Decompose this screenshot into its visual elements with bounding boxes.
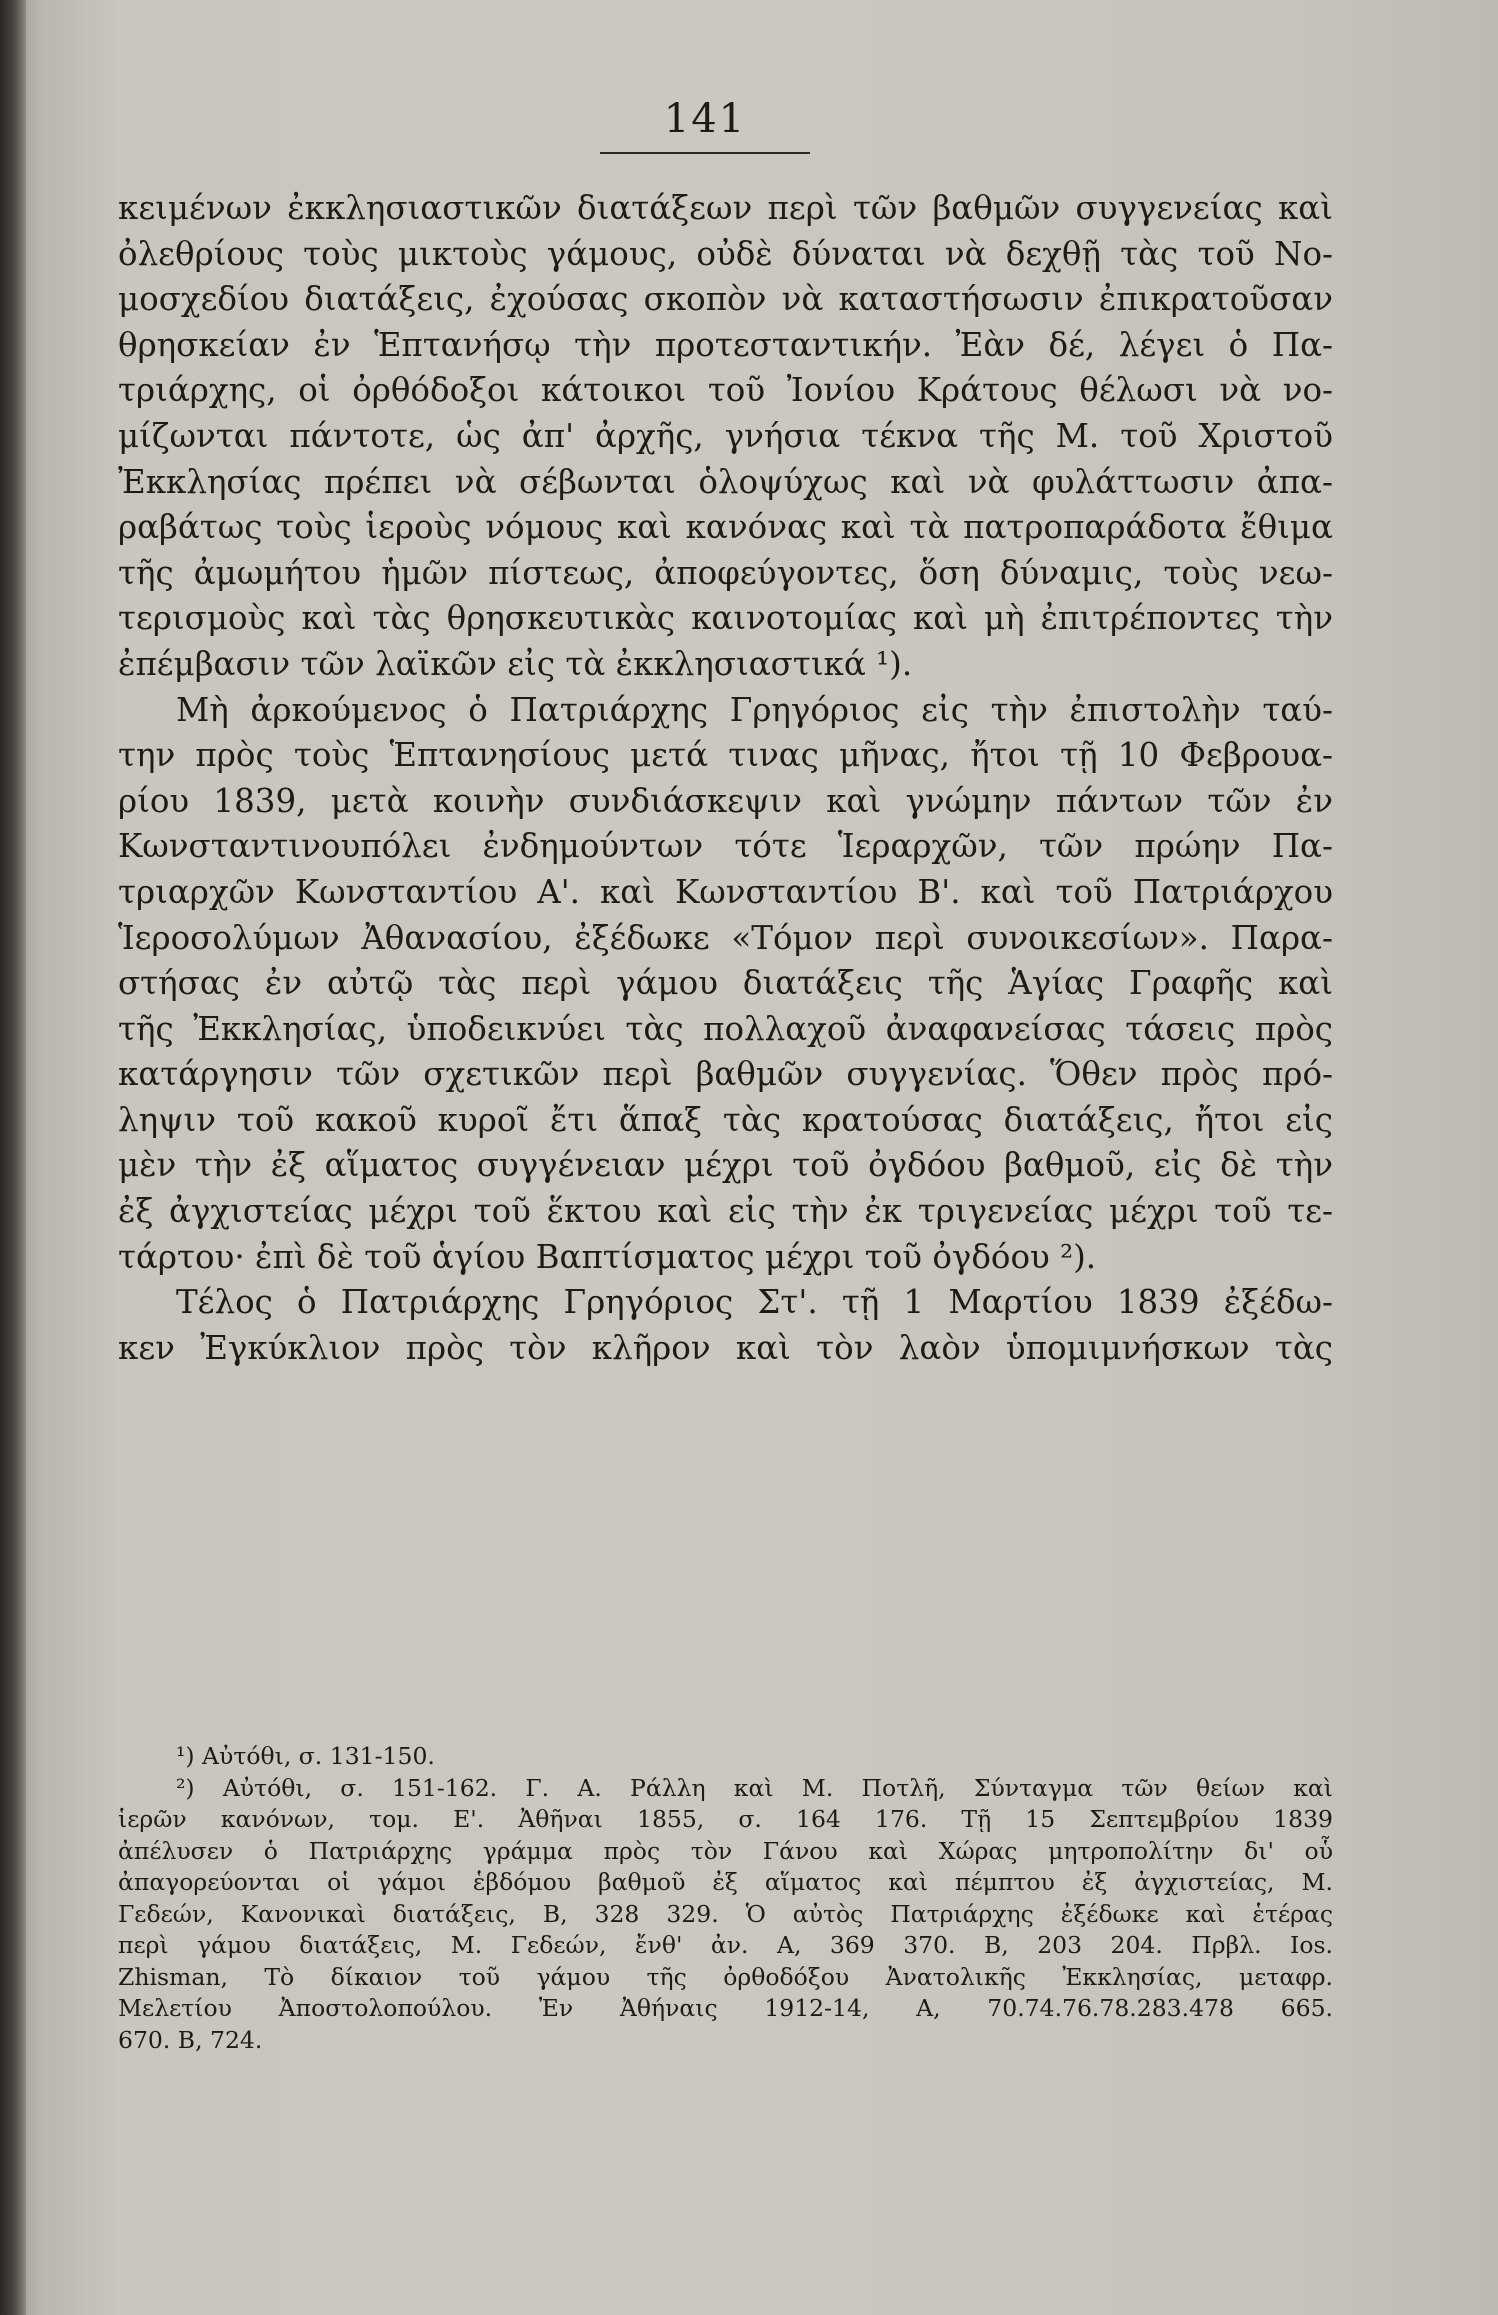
text-line: Ἐκκλησίας πρέπει νὰ σέβωνται ὁλοψύχως καὶ νὰ φυλάττωσιν ἀπα- xyxy=(118,462,1333,501)
text-line: τερισμοὺς καὶ τὰς θρησκευτικὰς καινοτομίας καὶ μὴ ἐπιτρέποντες τὴν xyxy=(118,599,1333,638)
text-line: Μὴ ἀρκούμενος ὁ Πατριάρχης Γρηγόριος εἰς τὴν ἐπιστολὴν ταύ- xyxy=(176,690,1333,729)
text-line: Τέλος ὁ Πατριάρχης Γρηγόριος Στ'. τῇ 1 Μαρτίου 1839 ἐξέδω- xyxy=(176,1283,1333,1322)
text-line: τῆς Ἐκκλησίας, ὑποδεικνύει τὰς πολλαχοῦ ἀναφανείσας τάσεις πρὸς xyxy=(118,1009,1333,1048)
text-line: κατάργησιν τῶν σχετικῶν περὶ βαθμῶν συγγενίας. Ὅθεν πρὸς πρό- xyxy=(118,1055,1333,1094)
text-line: τάρτου· ἐπὶ δὲ τοῦ ἁγίου Βαπτίσματος μέχρι τοῦ ὀγδόου ²). xyxy=(118,1237,1097,1276)
main-text xyxy=(118,186,1333,1371)
text-line: θρησκείαν ἐν Ἑπτανήσῳ τὴν προτεσταντικήν. Ἐὰν δέ, λέγει ὁ Πα- xyxy=(118,325,1333,364)
binding-shadow xyxy=(0,0,26,2315)
text-line: ληψιν τοῦ κακοῦ κυροῖ ἔτι ἅπαξ τὰς κρατούσας διατάξεις, ἤτοι εἰς xyxy=(118,1100,1333,1139)
text-line: τριάρχης, οἱ ὀρθόδοξοι κάτοικοι τοῦ Ἰονίου Κράτους θέλωσι νὰ νο- xyxy=(118,371,1333,410)
text-line: Ἱεροσολύμων Ἀθανασίου, ἐξέδωκε «Τόμον περὶ συνοικεσίων». Παρα- xyxy=(118,918,1333,957)
footnote-line: περὶ γάμου διατάξεις, Μ. Γεδεών, ἔνθ' ἀν. Α, 369 370. Β, 203 204. Πρβλ. Ios. xyxy=(118,1931,1333,1959)
text-line: ὀλεθρίους τοὺς μικτοὺς γάμους, οὐδὲ δύναται νὰ δεχθῇ τὰς τοῦ Νο- xyxy=(118,234,1333,273)
footnote-line: Γεδεών, Κανονικαὶ διατάξεις, Β, 328 329. Ὁ αὐτὸς Πατριάρχης ἐξέδωκε καὶ ἑτέρας xyxy=(118,1899,1333,1928)
footnote-line: ἱερῶν κανόνων, τομ. Ε'. Ἀθῆναι 1855, σ. 164 176. Τῇ 15 Σεπτεμβρίου 1839 xyxy=(118,1805,1333,1833)
footnote-line: Μελετίου Ἀποστολοπούλου. Ἐν Ἀθήναις 1912-14, Α, 70.74.76.78.283.478 665. xyxy=(118,1994,1333,2022)
page-number: 141 xyxy=(663,96,747,142)
text-line: μοσχεδίου διατάξεις, ἐχούσας σκοπὸν νὰ καταστήσωσιν ἐπικρατοῦσαν xyxy=(118,280,1333,319)
text-line: στήσας ἐν αὐτῷ τὰς περὶ γάμου διατάξεις τῆς Ἁγίας Γραφῆς καὶ xyxy=(118,964,1333,1003)
text-line: τῆς ἀμωμήτου ἡμῶν πίστεως, ἀποφεύγοντες, ὅση δύναμις, τοὺς νεω- xyxy=(118,553,1333,592)
text-line: την πρὸς τοὺς Ἑπτανησίους μετά τινας μῆνας, ἤτοι τῇ 10 Φεβρουα- xyxy=(118,736,1333,775)
text-line: κειμένων ἐκκλησιαστικῶν διατάξεων περὶ τῶν βαθμῶν συγγενείας καὶ xyxy=(118,189,1333,227)
footnote-line: ἀπαγορεύονται οἱ γάμοι ἑβδόμου βαθμοῦ ἐξ αἵματος καὶ πέμπτου ἐξ ἀγχιστείας, Μ. xyxy=(118,1868,1333,1896)
footnotes xyxy=(118,1741,1333,2056)
text-line: κεν Ἐγκύκλιον πρὸς τὸν κλῆρον καὶ τὸν λαὸν ὑπομιμνήσκων τὰς xyxy=(118,1328,1333,1367)
text-line: τριαρχῶν Κωνσταντίου Α'. καὶ Κωνσταντίου Β'. καὶ τοῦ Πατριάρχου xyxy=(118,872,1333,911)
text-line: μὲν τὴν ἐξ αἵματος συγγένειαν μέχρι τοῦ ὀγδόου βαθμοῦ, εἰς δὲ τὴν xyxy=(118,1146,1333,1185)
footnote-line: ¹) Αὐτόθι, σ. 131-150. xyxy=(176,1742,435,1770)
text-line: Κωνσταντινουπόλει ἐνδημούντων τότε Ἱεραρχῶν, τῶν πρώην Πα- xyxy=(118,827,1333,866)
footnote-line: ἀπέλυσεν ὁ Πατριάρχης γράμμα πρὸς τὸν Γάνου καὶ Χώρας μητροπολίτην δι' οὗ xyxy=(118,1836,1333,1865)
text-line: ραβάτως τοὺς ἱεροὺς νόμους καὶ κανόνας καὶ τὰ πατροπαράδοτα ἔθιμα xyxy=(118,508,1333,547)
text-line: ρίου 1839, μετὰ κοινὴν συνδιάσκεψιν καὶ γνώμην πάντων τῶν ἐν xyxy=(118,781,1333,820)
header-rule xyxy=(600,152,810,154)
footnote-line: ²) Αὐτόθι, σ. 151-162. Γ. Α. Ράλλη καὶ Μ. Ποτλῆ, Σύνταγμα τῶν θείων καὶ xyxy=(176,1773,1333,1802)
text-line: μίζωνται πάντοτε, ὡς ἀπ' ἀρχῆς, γνήσια τέκνα τῆς Μ. τοῦ Χριστοῦ xyxy=(118,416,1333,455)
text-line: ἐξ ἀγχιστείας μέχρι τοῦ ἕκτου καὶ εἰς τὴν ἐκ τριγενείας μέχρι τοῦ τε- xyxy=(118,1192,1333,1231)
text-line: ἐπέμβασιν τῶν λαϊκῶν εἰς τὰ ἐκκλησιαστικά ¹). xyxy=(118,644,913,683)
footnote-line: 670. Β, 724. xyxy=(118,2025,263,2054)
footnote-line: Zhisman, Τὸ δίκαιον τοῦ γάμου τῆς ὀρθοδόξου Ἀνατολικῆς Ἐκκλησίας, μεταφρ. xyxy=(118,1962,1333,1991)
